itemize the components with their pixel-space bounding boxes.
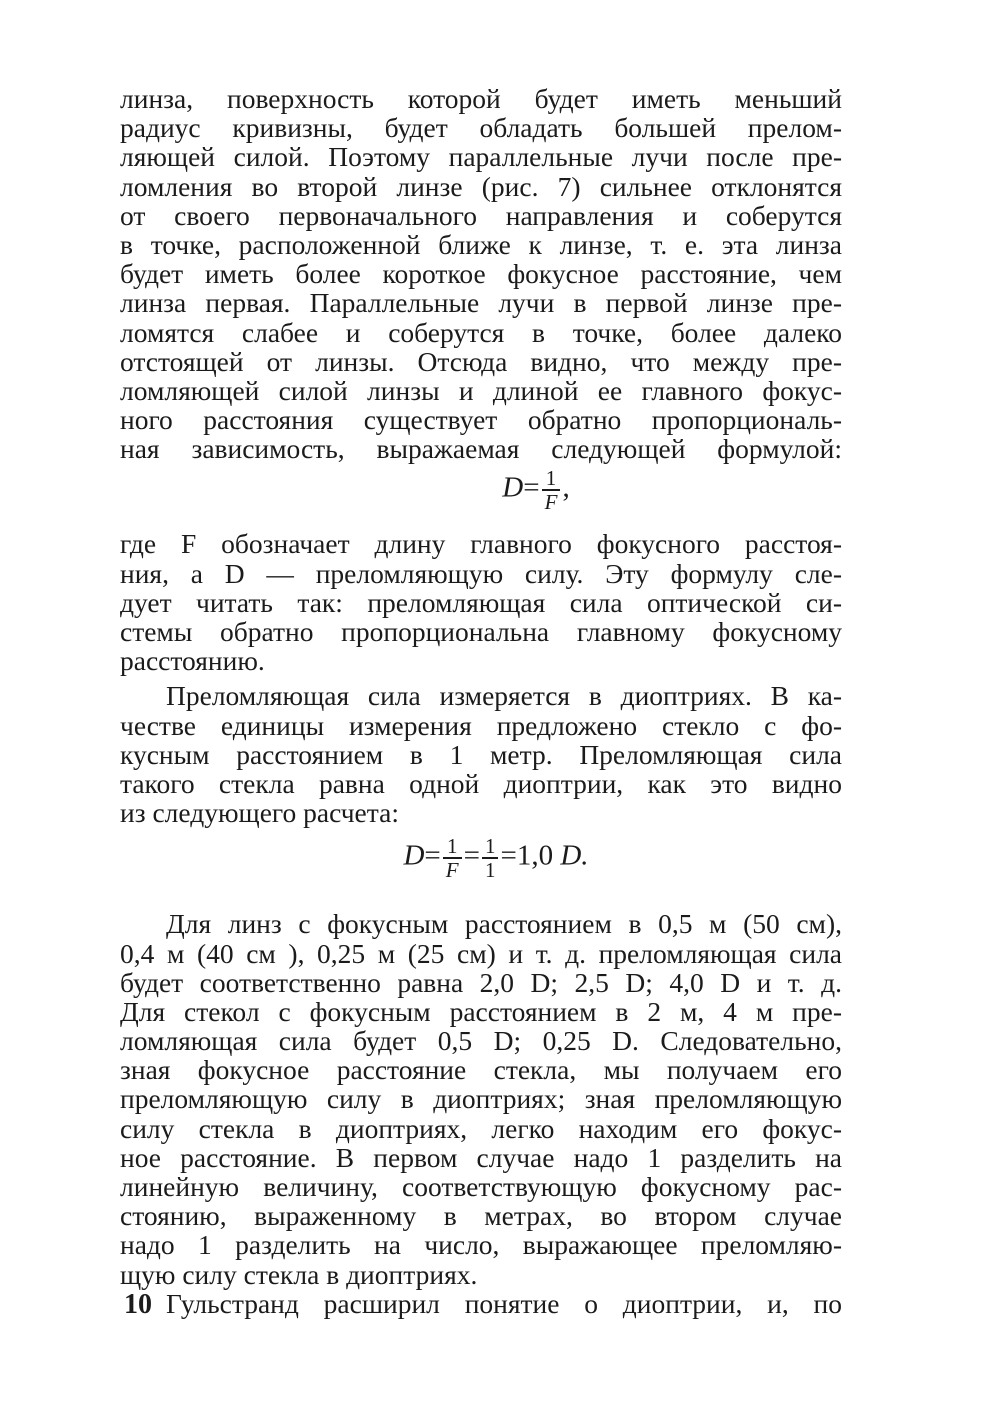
paragraph-3 (120, 681, 842, 827)
text-line: от своего первоначального направления и соберутся (120, 199, 842, 231)
paragraph-2 (120, 529, 842, 675)
formula-punctuation: , (562, 472, 570, 505)
fraction-denominator: 1 (484, 858, 496, 883)
text-line: ломляющая сила будет 0,5 D; 0,25 D. Следовательно, (120, 1025, 842, 1057)
fraction-numerator: 1 (443, 835, 462, 859)
text-line: силу стекла в диоптриях, легко находим его фокус- (120, 1112, 842, 1144)
text-line: честве единицы измерения предложено стекло с фо- (120, 709, 842, 741)
formula-refractive-power (120, 463, 842, 529)
text-line: будет иметь более короткое фокусное расстояние, чем (120, 258, 842, 290)
paragraph-1 (120, 84, 842, 463)
text-line: расстоянию. (120, 645, 265, 677)
paragraph-4 (120, 909, 842, 1288)
text-line: такого стекла равна одной диоптрии, как это видно (120, 767, 842, 799)
fraction-denominator: F (445, 858, 459, 883)
text-line: из следующего расчета: (120, 797, 399, 829)
text-line: линза, поверхность которой будет иметь меньший (120, 83, 842, 114)
text-line: ломления во второй линзе (рис. 7) сильнее отклонятся (120, 170, 842, 202)
text-line: Преломляющая сила измеряется в диоптриях. В ка- (166, 680, 842, 712)
page-body (120, 84, 842, 1318)
text-line: линейную величину, соответствующую фокусному рас- (120, 1171, 842, 1202)
text-line: будет соответственно равна 2,0 D; 2,5 D; 4,0 D и т. д. (120, 966, 842, 998)
text-line: надо 1 разделить на число, выражающее преломляю- (120, 1229, 842, 1261)
formula-fraction (443, 835, 462, 881)
paragraph-5 (120, 1289, 842, 1318)
formula-symbol: D (502, 472, 524, 505)
text-line: ного расстояния существует обратно пропорциональ- (120, 404, 842, 436)
text-line: ная зависимость, выражаемая следующей формулой: (120, 433, 842, 465)
text-line: ное расстояние. В первом случае надо 1 разделить на (120, 1141, 842, 1173)
formula-fraction (542, 467, 561, 513)
text-line: линза первая. Параллельные лучи в первой линзе пре- (120, 287, 842, 319)
text-line: Для стекол с фокусным расстоянием в 2 м, 4 м пре- (120, 995, 842, 1027)
formula-unit: D. (560, 839, 589, 872)
text-line: стемы обратно пропорциональна главному фокусному (120, 616, 842, 647)
formula-operator: = (424, 839, 441, 872)
text-line: 0,4 м (40 см ), 0,25 м (25 см) и т. д. преломляющая сила (120, 937, 842, 969)
formula-operator: = (500, 839, 517, 872)
text-line: Гульстранд расширил понятие о диоптрии, и, по (166, 1287, 842, 1319)
text-line: Для линз с фокусным расстоянием в 0,5 м (50 см), (166, 908, 842, 940)
text-line: в точке, расположенной ближе к линзе, т. е. эта линза (120, 228, 842, 260)
text-line: преломляющую силу в диоптриях; зная преломляющую (120, 1083, 842, 1115)
fraction-denominator: F (544, 490, 558, 515)
text-line: ляющей силой. Поэтому параллельные лучи после пре- (120, 141, 842, 173)
formula-symbol: D (403, 839, 425, 872)
text-line: ломятся слабее и соберутся в точке, более далеко (120, 316, 842, 348)
text-line: стоянию, выраженному в метрах, во втором случае (120, 1200, 842, 1232)
text-line: ломляющей силой линзы и длиной ее главного фокус- (120, 374, 842, 406)
text-line: щую силу стекла в диоптриях. (120, 1258, 478, 1290)
text-line: радиус кривизны, будет обладать большей прелом- (120, 112, 842, 144)
text-line: дует читать так: преломляющая сила оптической си- (120, 586, 842, 618)
formula-diopter-calculation (120, 827, 842, 909)
fraction-numerator: 1 (482, 835, 499, 859)
text-line: кусным расстоянием в 1 метр. Преломляющая сила (120, 738, 842, 770)
text-line: ния, а D — преломляющую силу. Эту формулу сле- (120, 557, 842, 589)
formula-fraction (482, 835, 499, 881)
text-line: отстоящей от линзы. Отсюда видно, что между пре- (120, 345, 842, 377)
text-line: зная фокусное расстояние стекла, мы получаем его (120, 1054, 842, 1086)
fraction-numerator: 1 (542, 467, 561, 491)
page-number: 10 (124, 1289, 152, 1320)
formula-operator: = (523, 472, 540, 505)
formula-operator: = (463, 839, 480, 872)
formula-result: 1,0 (516, 839, 554, 872)
text-line: где F обозначает длину главного фокусного расстоя- (120, 528, 842, 560)
